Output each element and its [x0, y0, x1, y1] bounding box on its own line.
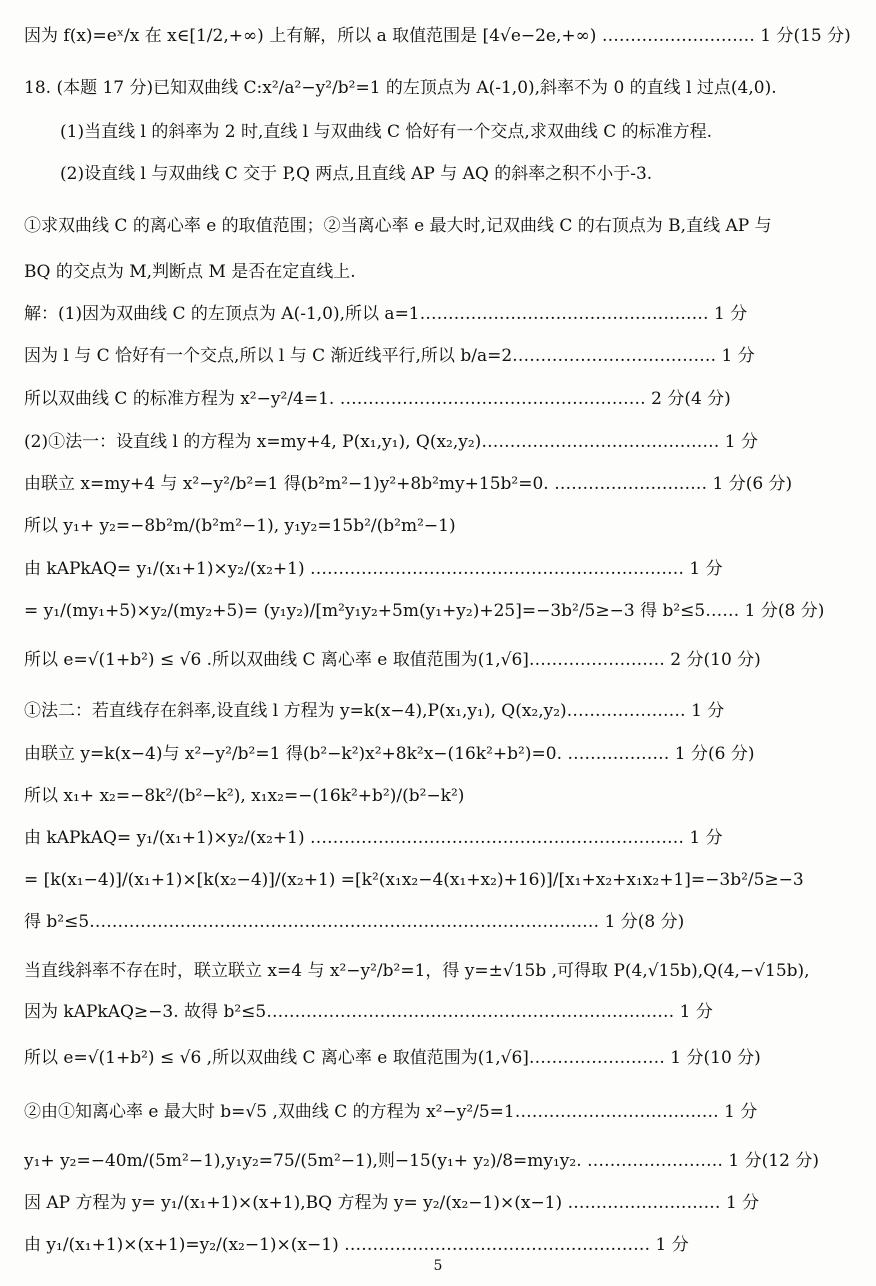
problem-18-statement: 18. (本题 17 分)已知双曲线 C:x²/a²−y²/b²=1 的左顶点为 A(-1,0),斜率不为 0 的直线 l 过点(4,0). — [24, 78, 777, 98]
subquestion-2: (2)设直线 l 与双曲线 C 交于 P,Q 两点,且直线 AP 与 AQ 的斜率之积不小于-3. — [60, 164, 653, 184]
solution-line: 由 y₁/(x₁+1)×(x+1)=y₂/(x₂−1)×(x−1) ……………………………………………… 1 分 — [24, 1235, 689, 1255]
solution-line: 由 kAPkAQ= y₁/(x₁+1)×y₂/(x₂+1) ………………………………………………………… 1 分 — [24, 828, 723, 848]
solution-line: 因为 l 与 C 恰好有一个交点,所以 l 与 C 渐近线平行,所以 b/a=2……………………………… 1 分 — [24, 346, 755, 366]
solution-line: 由联立 x=my+4 与 x²−y²/b²=1 得(b²m²−1)y²+8b²my+15b²=0. ……………………… 1 分(6 分) — [24, 474, 793, 494]
solution-line: 所以双曲线 C 的标准方程为 x²−y²/4=1. ……………………………………………… 2 分(4 分) — [24, 389, 731, 409]
solution-line: 由联立 y=k(x−4)与 x²−y²/b²=1 得(b²−k²)x²+8k²x−(16k²+b²)=0. ……………… 1 分(6 分) — [24, 744, 755, 764]
part-2-heading: ②由①知离心率 e 最大时 b=√5 ,双曲线 C 的方程为 x²−y²/5=1……………………………… 1 分 — [24, 1102, 758, 1122]
subquestion-1: (1)当直线 l 的斜率为 2 时,直线 l 与双曲线 C 恰好有一个交点,求双曲线 C 的标准方程. — [60, 122, 713, 142]
solution-line: 所以 e=√(1+b²) ≤ √6 ,所以双曲线 C 离心率 e 取值范围为(1,√6]…………………… 1 分(10 分) — [24, 1048, 761, 1068]
solution-line: 因 AP 方程为 y= y₁/(x₁+1)×(x+1),BQ 方程为 y= y₂/(x₂−1)×(x−1) ……………………… 1 分 — [24, 1193, 760, 1213]
solution-line: 因为 kAPkAQ≥−3. 故得 b²≤5……………………………………………………………… 1 分 — [24, 1002, 713, 1022]
method-2-heading: ①法二：若直线存在斜率,设直线 l 方程为 y=k(x−4),P(x₁,y₁), Q(x₂,y₂)………………… 1 分 — [24, 701, 725, 721]
solution-line: 解：(1)因为双曲线 C 的左顶点为 A(-1,0),所以 a=1…………………………………………… 1 分 — [24, 304, 748, 324]
text-line: BQ 的交点为 M,判断点 M 是否在定直线上. — [24, 262, 356, 282]
solution-line: = y₁/(my₁+5)×y₂/(my₂+5)= (y₁y₂)/[m²y₁y₂+5m(y₁+y₂)+25]=−3b²/5≥−3 得 b²≤5…… 1 分(8 分) — [24, 601, 825, 621]
solution-line: 由 kAPkAQ= y₁/(x₁+1)×y₂/(x₂+1) ………………………………………………………… 1 分 — [24, 559, 723, 579]
solution-line: 当直线斜率不存在时，联立联立 x=4 与 x²−y²/b²=1，得 y=±√15b ,可得取 P(4,√15b),Q(4,−√15b), — [24, 961, 810, 981]
text-line: 因为 f(x)=eˣ/x 在 x∈[1/2,+∞) 上有解，所以 a 取值范围是 [4√e−2e,+∞) ……………………… 1 分(15 分) — [24, 26, 851, 46]
solution-line: 所以 y₁+ y₂=−8b²m/(b²m²−1), y₁y₂=15b²/(b²m²−1) — [24, 516, 456, 536]
solution-line: 所以 x₁+ x₂=−8k²/(b²−k²), x₁x₂=−(16k²+b²)/(b²−k²) — [24, 786, 465, 806]
solution-line: = [k(x₁−4)]/(x₁+1)×[k(x₂−4)]/(x₂+1) =[k²(x₁x₂−4(x₁+x₂)+16)]/[x₁+x₂+x₁x₂+1]=−3b²/5≥−3 — [24, 870, 804, 890]
solution-line: 得 b²≤5……………………………………………………………………………… 1 分(8 分) — [24, 912, 685, 932]
method-1-heading: (2)①法一：设直线 l 的方程为 x=my+4, P(x₁,y₁), Q(x₂,y₂)…………………………………… 1 分 — [24, 432, 758, 452]
solution-line: 所以 e=√(1+b²) ≤ √6 .所以双曲线 C 离心率 e 取值范围为(1,√6]…………………… 2 分(10 分) — [24, 650, 761, 670]
page-number: 5 — [433, 1258, 443, 1274]
subquestion-2-parts: ①求双曲线 C 的离心率 e 的取值范围；②当离心率 e 最大时,记双曲线 C 的右顶点为 B,直线 AP 与 — [24, 216, 772, 236]
solution-line: y₁+ y₂=−40m/(5m²−1),y₁y₂=75/(5m²−1),则−15(y₁+ y₂)/8=my₁y₂. …………………… 1 分(12 分) — [24, 1151, 819, 1171]
